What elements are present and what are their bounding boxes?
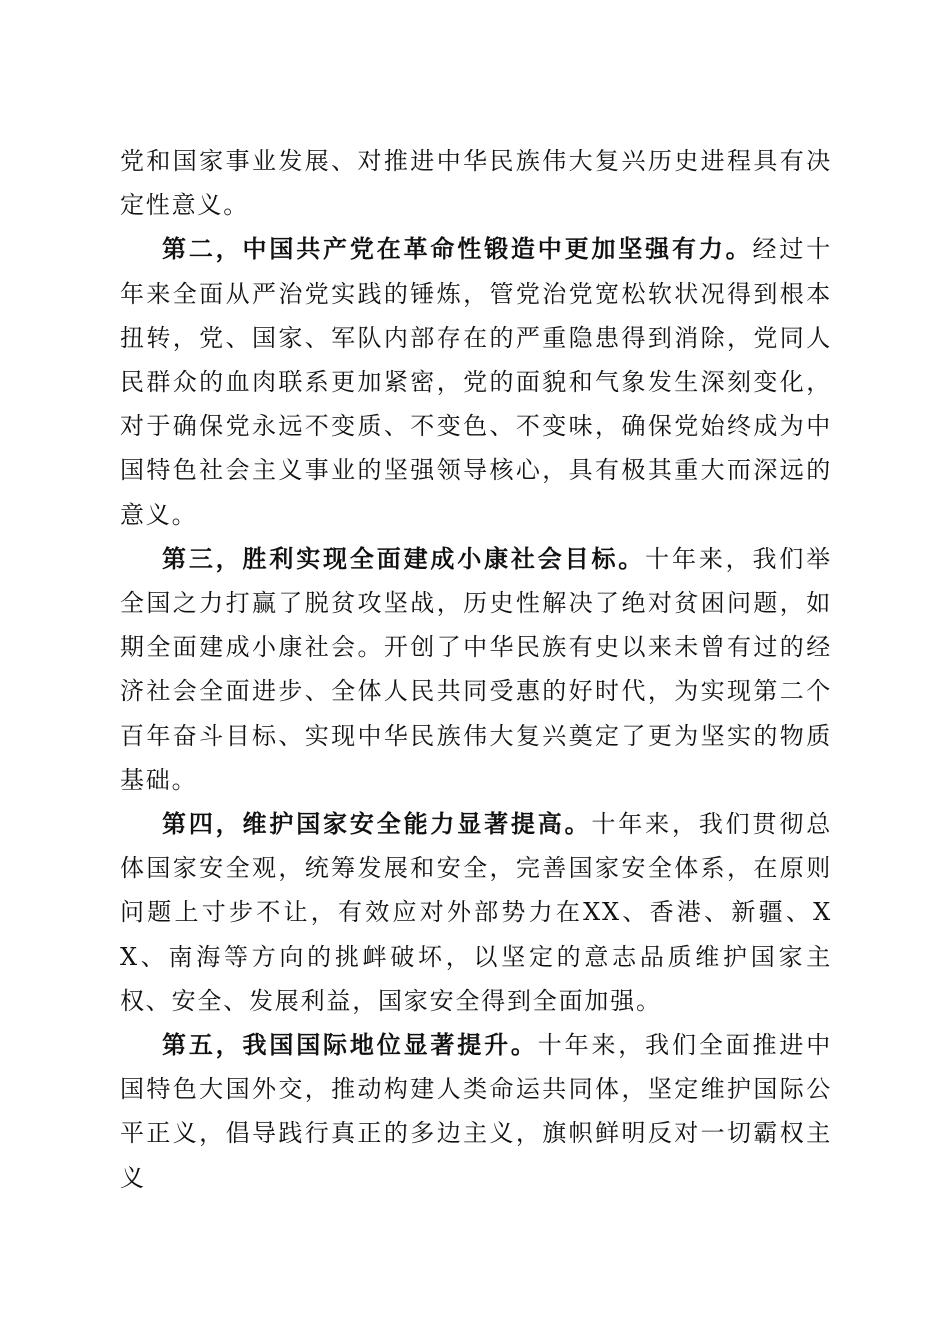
paragraph-2-text: 经过十年来全面从严治党实践的锤炼，管党治党宽松软状况得到根本扭转，党、国家、军队内部存在的严重隐患得到消除，党同人民群众的血肉联系更加紧密，党的面貌和气象发生深刻变化，对于确保党永远不变质、不变色、不变味，确保党始终成为中国特色社会主义事业的坚强领导核心，具有极其重大而深远的意义。 [120, 235, 832, 529]
paragraph-5-heading: 第五，我国国际地位显著提升。 [162, 1030, 538, 1060]
paragraph-4-text: 十年来，我们贯彻总体国家安全观，统筹发展和安全，完善国家安全体系，在原则问题上寸步不让，有效应对外部势力在XX、香港、新疆、XX、南海等方向的挑衅破坏，以坚定的意志品质维护国家主权、安全、发展利益，国家安全得到全面加强。 [120, 810, 832, 1015]
paragraph-2 [120, 227, 832, 536]
paragraph-3-text: 十年来，我们举全国之力打赢了脱贫攻坚战，历史性解决了绝对贫困问题，如期全面建成小康社会。开创了中华民族有史以来未曾有过的经济社会全面进步、全体人民共同受惠的好时代，为实现第二个百年奋斗目标、实现中华民族伟大复兴奠定了更为坚实的物质基础。 [120, 544, 832, 794]
paragraph-4 [120, 802, 832, 1023]
paragraph-5-text: 十年来，我们全面推进中国特色大国外交，推动构建人类命运共同体，坚定维护国际公平正义，倡导践行真正的多边主义，旗帜鲜明反对一切霸权主义 [120, 1031, 832, 1192]
paragraph-1-text: 党和国家事业发展、对推进中华民族伟大复兴历史进程具有决定性意义。 [120, 147, 832, 220]
paragraph-1 [120, 139, 832, 227]
paragraph-2-heading: 第二，中国共产党在革命性锻造中更加坚强有力。 [162, 234, 753, 264]
paragraph-3-heading: 第三，胜利实现全面建成小康社会目标。 [162, 543, 646, 573]
paragraph-3 [120, 537, 832, 802]
paragraph-5 [120, 1023, 832, 1200]
paragraph-4-heading: 第四，维护国家安全能力显著提高。 [162, 809, 592, 839]
document-body [120, 139, 832, 1200]
